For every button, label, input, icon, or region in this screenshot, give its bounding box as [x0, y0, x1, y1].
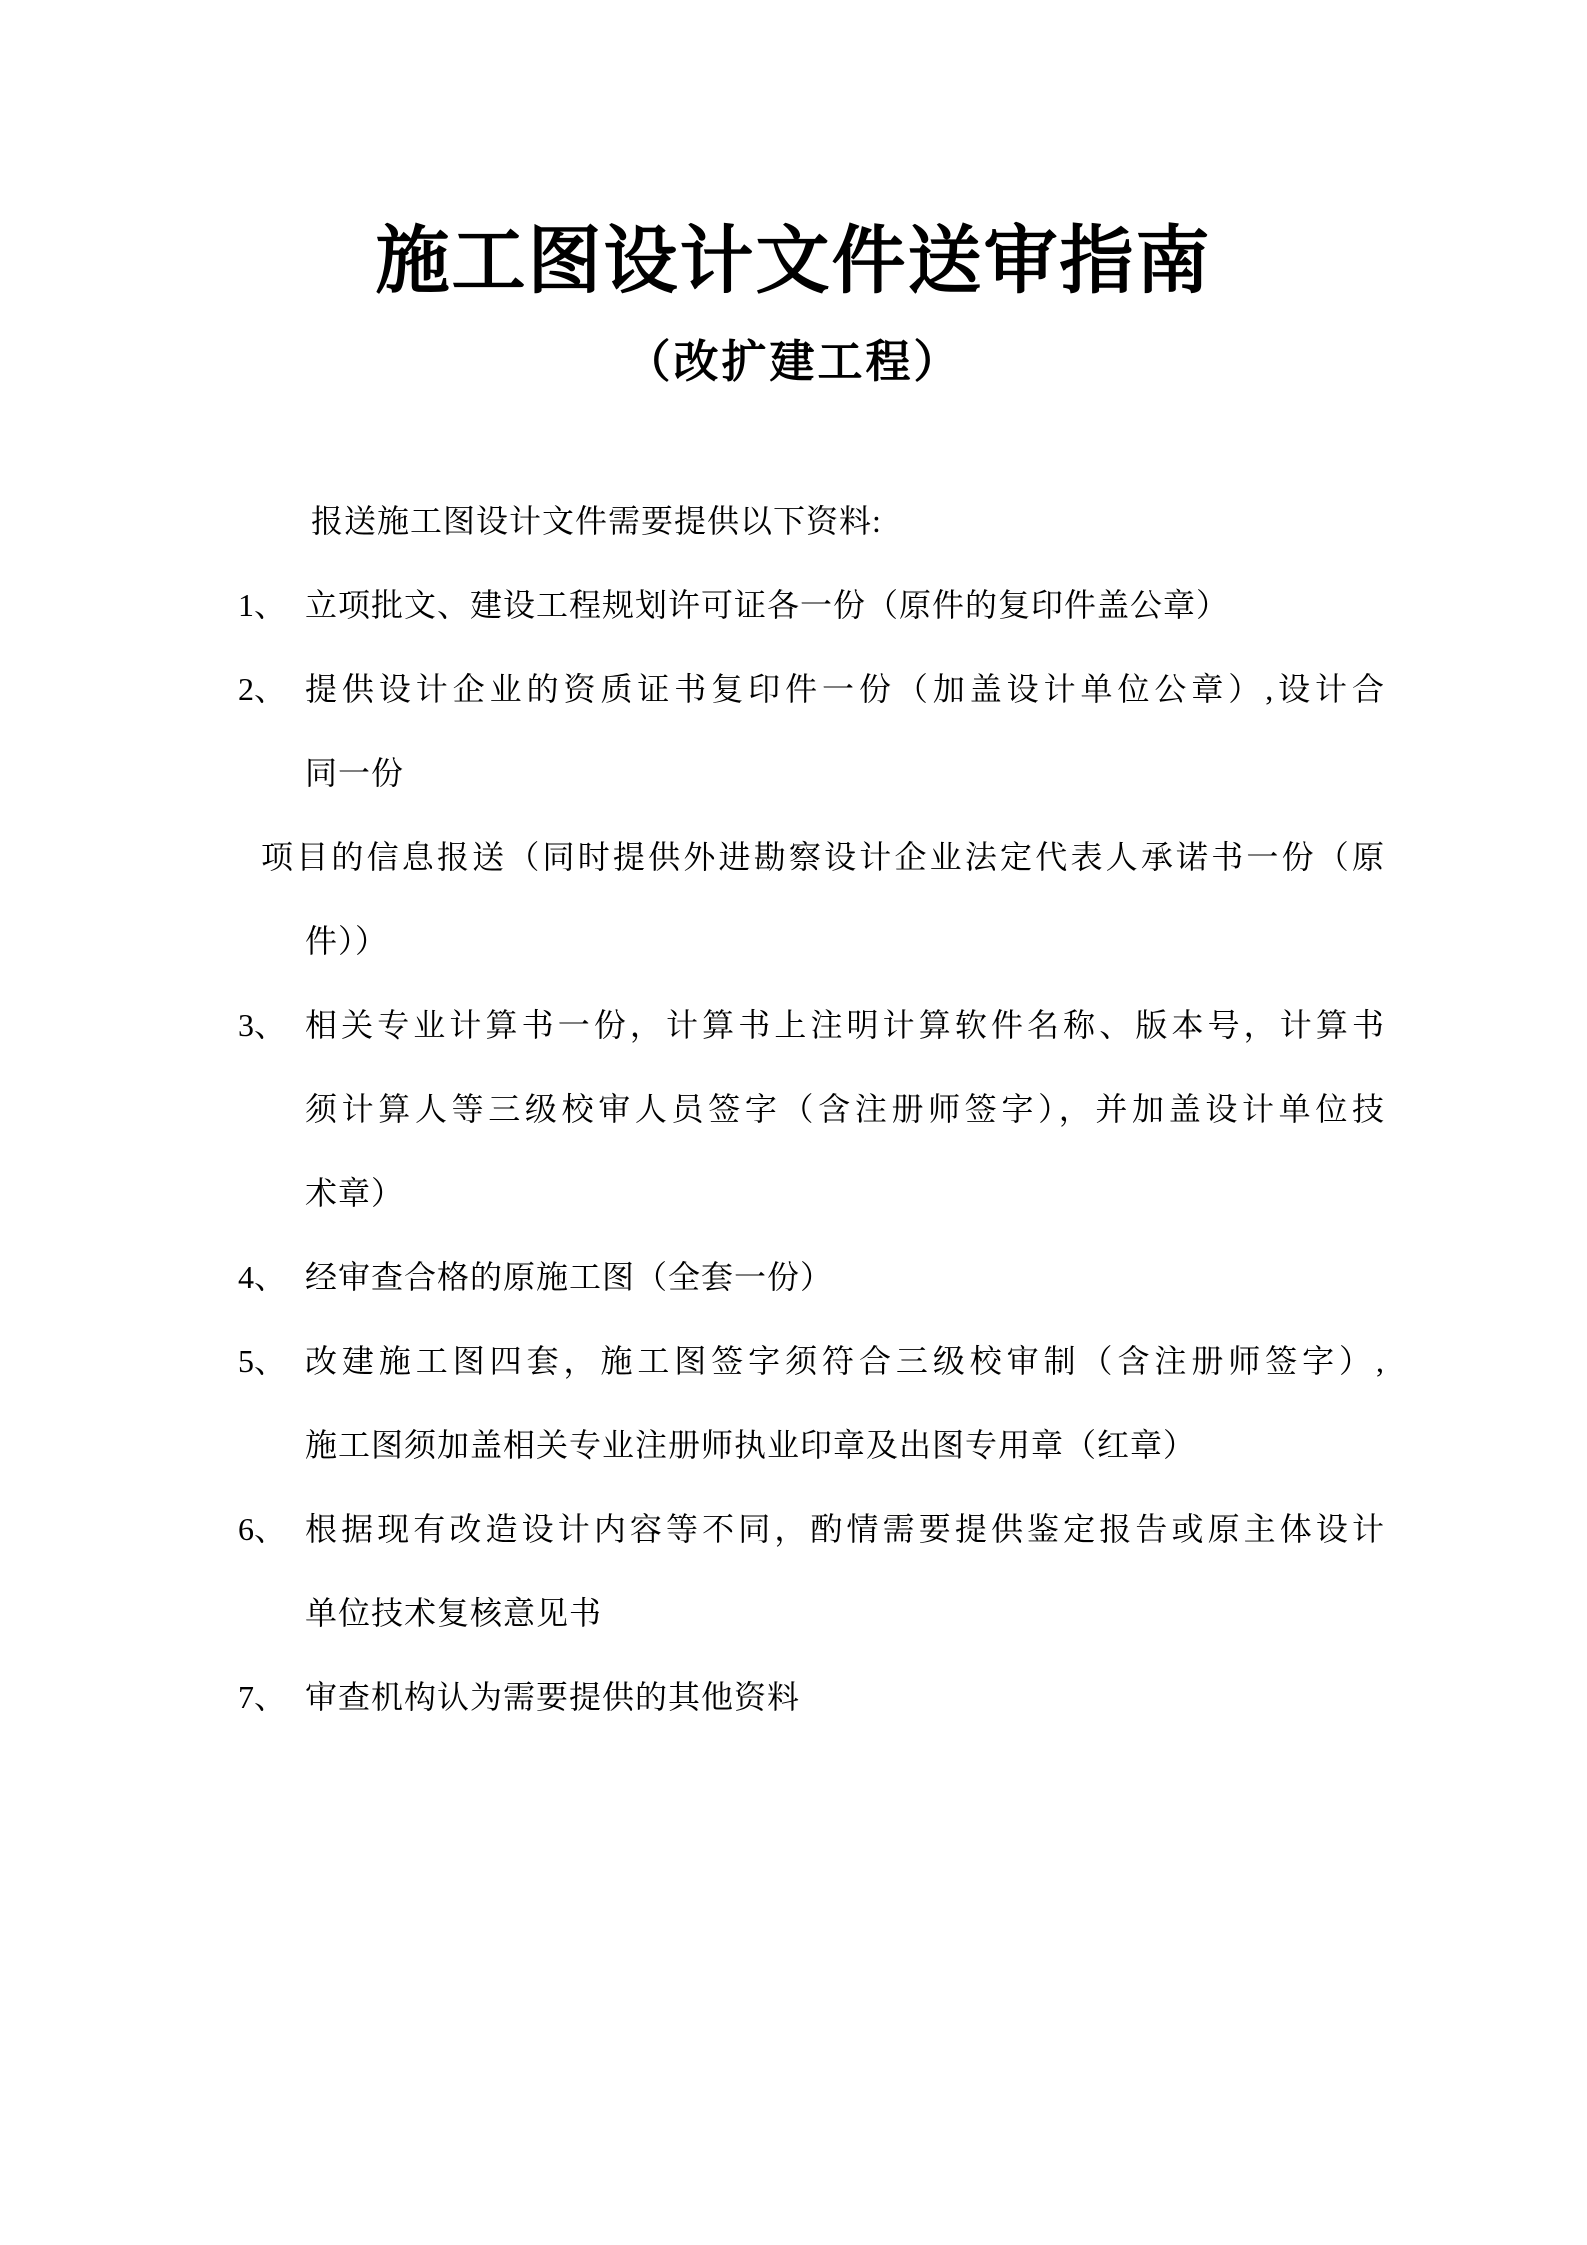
item-3-text-line-1: 相关专业计算书一份，计算书上注明计算软件名称、版本号，计算书: [305, 1007, 1385, 1043]
item-7-number: 7、: [238, 1679, 287, 1715]
doc-title: 施工图设计文件送审指南: [375, 221, 1212, 303]
list-item-5-line-2: 施工图须加盖相关专业注册师执业印章及出图专用章（红章）: [305, 1427, 1197, 1463]
item-6-number: 6、: [238, 1511, 287, 1547]
list-item-2-line-2: 同一份: [305, 755, 405, 791]
item-1-text: 立项批文、建设工程规划许可证各一份（原件的复印件盖公章）: [305, 587, 1230, 623]
note-line-2: 件））: [305, 923, 389, 959]
list-item-5-line-1: [238, 1319, 1385, 1403]
list-item-7-line-1: [238, 1655, 1385, 1739]
item-2-number: 2、: [238, 671, 287, 707]
item-6-text-line-1: 根据现有改造设计内容等不同，酌情需要提供鉴定报告或原主体设计: [305, 1511, 1385, 1547]
item-1-number: 1、: [238, 587, 287, 623]
list-item-3-line-3: 术章）: [305, 1175, 405, 1211]
note-line-1: 项目的信息报送（同时提供外进勘察设计企业法定代表人承诺书一份（原: [261, 839, 1385, 875]
item-3-number: 3、: [238, 1007, 287, 1043]
item-4-number: 4、: [238, 1259, 287, 1295]
list-item-6-line-2: 单位技术复核意见书: [305, 1595, 603, 1631]
list-item-1-line-1: [238, 563, 1385, 647]
doc-body: [238, 479, 1385, 1739]
intro-line: 报送施工图设计文件需要提供以下资料:: [311, 503, 882, 539]
doc-subtitle: （改扩建工程）: [625, 336, 962, 387]
item-7-text: 审查机构认为需要提供的其他资料: [305, 1679, 801, 1715]
item-2-text-line-1: 提供设计企业的资质证书复印件一份（加盖设计单位公章）,设计合: [305, 671, 1385, 707]
list-item-3-line-1: [238, 983, 1385, 1067]
item-5-text-line-1: 改建施工图四套，施工图签字须符合三级校审制（含注册师签字）,: [305, 1343, 1385, 1379]
item-5-number: 5、: [238, 1343, 287, 1379]
list-item-4-line-1: [238, 1235, 1385, 1319]
list-item-6-line-1: [238, 1487, 1385, 1571]
list-item-2-line-1: [238, 647, 1385, 731]
item-4-text: 经审查合格的原施工图（全套一份）: [305, 1259, 834, 1295]
list-item-3-line-2: 须计算人等三级校审人员签字（含注册师签字），并加盖设计单位技: [305, 1091, 1385, 1127]
